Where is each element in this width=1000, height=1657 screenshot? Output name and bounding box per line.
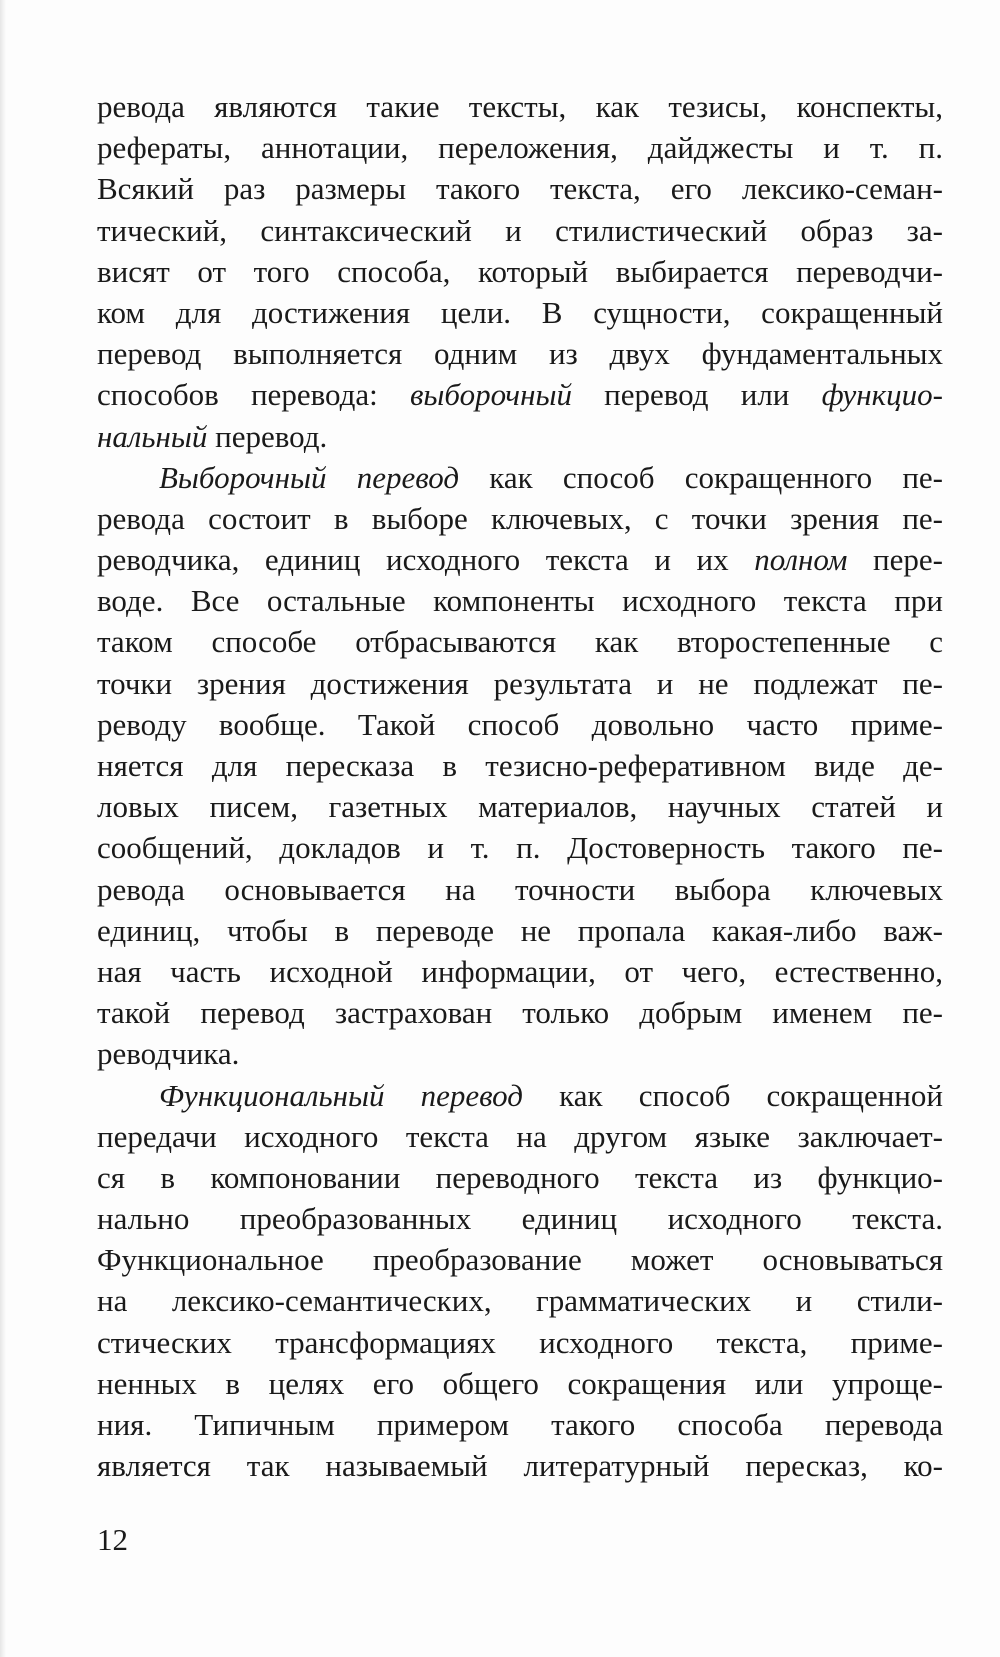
text-segment: пере-	[847, 542, 943, 578]
text-line	[97, 1157, 943, 1198]
text-line	[97, 539, 943, 580]
text-segment: способов перевода:	[97, 377, 410, 413]
text-segment: перевод.	[207, 418, 328, 454]
text-line	[97, 1075, 943, 1116]
text-line	[97, 1445, 943, 1486]
text-segment: перевод или	[571, 377, 822, 413]
body-text	[97, 86, 943, 1486]
text-segment: на лексико-семантических, грамматических и стили-	[97, 1283, 943, 1319]
text-segment: няется для пересказа в тезисно-реферативном виде де-	[97, 748, 943, 783]
text-segment: воде. Все остальные компоненты исходного текста при	[97, 583, 943, 619]
text-segment: таком способе отбрасываются как второстепенные с	[97, 624, 943, 660]
text-line	[97, 1116, 943, 1157]
text-line	[97, 251, 943, 292]
text-line	[97, 869, 943, 910]
text-line	[97, 1280, 943, 1321]
text-segment: является так называемый литературный пересказ, ко-	[97, 1448, 943, 1484]
text-segment: ловых писем, газетных материалов, научных статей и	[97, 789, 943, 825]
italic-term: выборочный	[409, 377, 572, 413]
text-segment: такой перевод застрахован только добрым именем пе-	[97, 995, 943, 1031]
text-line	[97, 910, 943, 951]
text-line	[97, 374, 943, 415]
text-line	[97, 168, 943, 209]
text-line	[97, 1198, 943, 1239]
text-segment: реводчика, единиц исходного текста и их	[97, 542, 755, 578]
text-line	[97, 827, 943, 868]
text-line	[97, 210, 943, 251]
text-segment: рефераты, аннотации, переложения, дайджесты и т. п.	[97, 130, 943, 166]
text-line	[97, 457, 943, 498]
text-line	[97, 1239, 943, 1280]
text-segment: перевод выполняется одним из двух фундаментальных	[97, 336, 943, 372]
text-segment: ревода состоит в выборе ключевых, с точки зрения пе-	[97, 500, 943, 536]
text-line	[97, 333, 943, 374]
text-segment: ная часть исходной информации, от чего, естественно,	[97, 953, 943, 989]
text-segment: Функциональное преобразование может основываться	[97, 1242, 943, 1278]
text-segment: реводчика.	[97, 1036, 240, 1072]
text-segment: точки зрения достижения результата и не подлежат пе-	[97, 665, 943, 701]
text-line	[97, 498, 943, 539]
text-segment: ния. Типичным примером такого способа перевода	[97, 1407, 943, 1442]
text-line	[97, 86, 943, 127]
text-segment: стических трансформациях исходного текста, приме-	[97, 1324, 943, 1360]
text-line	[97, 1322, 943, 1363]
text-segment: ревода являются такие тексты, как тезисы, конспекты,	[97, 89, 943, 124]
text-line	[97, 786, 943, 827]
text-line	[97, 1404, 943, 1445]
italic-term: функцио-	[821, 377, 944, 413]
text-segment: тический, синтаксический и стилистический образ за-	[97, 212, 943, 248]
italic-term: Функциональный перевод	[159, 1077, 523, 1113]
text-segment: как способ сокращенной	[522, 1077, 943, 1113]
text-line	[97, 127, 943, 168]
text-segment: реводу вообще. Такой способ довольно часто приме-	[97, 706, 943, 742]
text-segment: ком для достижения цели. В сущности, сокращенный	[97, 294, 943, 330]
text-segment: передачи исходного текста на другом языке заключает-	[97, 1118, 943, 1154]
text-line	[97, 704, 943, 745]
text-line	[97, 580, 943, 621]
text-segment: как способ сокращенного пе-	[459, 459, 944, 495]
text-segment: сообщений, докладов и т. п. Достоверность такого пе-	[97, 830, 943, 866]
page-number: 12	[97, 1522, 128, 1557]
italic-term: Выборочный перевод	[159, 459, 460, 495]
text-line	[97, 992, 943, 1033]
text-line	[97, 1033, 943, 1074]
text-segment: единиц, чтобы в переводе не пропала какая-либо важ-	[97, 912, 943, 948]
text-segment: Всякий раз размеры такого текста, его лексико-семан-	[97, 171, 943, 207]
text-line	[97, 292, 943, 333]
text-line	[97, 1363, 943, 1404]
text-segment: нально преобразованных единиц исходного текста.	[97, 1201, 943, 1237]
text-segment: ненных в целях его общего сокращения или упроще-	[97, 1365, 943, 1401]
text-segment: ся в компоновании переводного текста из функцио-	[97, 1159, 943, 1195]
text-segment: висят от того способа, который выбирается переводчи-	[97, 253, 943, 289]
text-line	[97, 416, 943, 457]
text-line	[97, 663, 943, 704]
text-line	[97, 621, 943, 662]
page-edge-shadow	[0, 0, 6, 1657]
text-line	[97, 951, 943, 992]
text-segment: ревода основывается на точности выбора ключевых	[97, 871, 943, 907]
text-line	[97, 745, 943, 786]
italic-term: полном	[754, 542, 848, 578]
italic-term: нальный	[97, 418, 208, 454]
